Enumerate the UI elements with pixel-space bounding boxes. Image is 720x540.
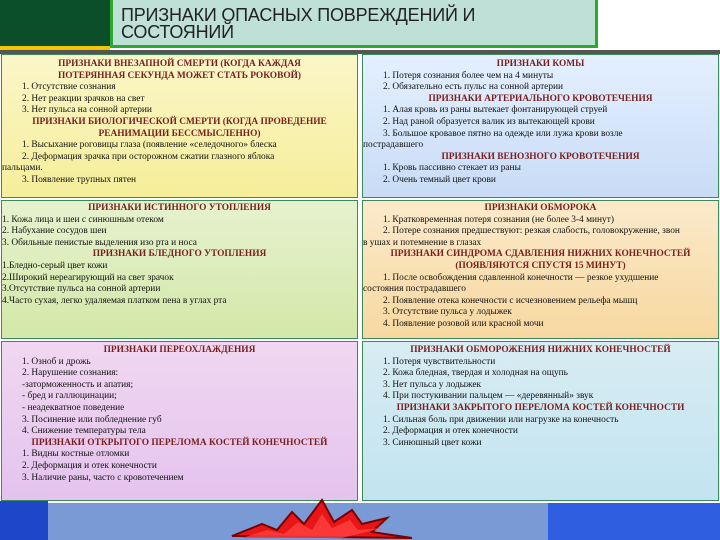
list-item: 3. Посинение или побледнение губ [22, 414, 162, 425]
list-item: - неадекватное поведение [22, 402, 125, 413]
page-title-line-2: СОСТОЯНИЙ [121, 22, 234, 42]
list-item: 2. Кожа бледная, твердая и холодная на ощупь [383, 368, 568, 379]
list-item: 2.Широкий нереагирующий на свет зрачок [2, 272, 174, 283]
panel-drowning [1, 200, 358, 339]
heading: ПРИЗНАКИ ЗАКРЫТОГО ПЕРЕЛОМА КОСТЕЙ КОНЕЧНОСТИ [396, 402, 685, 413]
list-item: 1. После освобождения сдавленной конечности — резкое ухудшение [383, 272, 659, 283]
list-item: 1.Бледно-серый цвет кожи [2, 260, 108, 271]
heading: ПРИЗНАКИ ВЕНОЗНОГО КРОВОТЕЧЕНИЯ [441, 151, 640, 162]
list-item: 2. Потере сознания предшествуют: резкая слабость, головокружение, звон [383, 226, 680, 237]
list-item: 1. Потеря сознания более чем на 4 минуты [383, 70, 554, 81]
list-item: 1. Кратковременная потеря сознания (не более 3-4 минут) [383, 214, 614, 225]
list-item: 1. Озноб и дрожь [22, 356, 91, 367]
page-title-line-1: ПРИЗНАКИ ОПАСНЫХ ПОВРЕЖДЕНИЙ И [121, 5, 476, 25]
list-item: пальцами. [2, 163, 43, 174]
heading: ПРИЗНАКИ БИОЛОГИЧЕСКОЙ СМЕРТИ (КОГДА ПРОВЕДЕНИЕ [32, 116, 327, 127]
list-item: 1. Потеря чувствительности [383, 356, 496, 367]
list-item: 1. Высыхание роговицы глаза (появление «селедочного» блеска [22, 140, 277, 151]
list-item: 2. Нет реакции зрачков на свет [22, 93, 145, 104]
panel-frostbite-closed-fracture [362, 341, 719, 501]
heading: (ПОЯВЛЯЮТСЯ СПУСТЯ 15 МИНУТ) [455, 260, 626, 271]
list-item: 3.Отсутствие пульса на сонной артерии [2, 284, 161, 295]
title-box [110, 0, 598, 48]
list-item: 1. Сильная боль при движении или нагрузке на конечность [383, 414, 619, 425]
list-item: 2. Обязательно есть пульс на сонной артерии [383, 82, 564, 93]
list-item: 2. Деформация зрачка при осторожном сжатии глазного яблока [22, 151, 275, 162]
heading: ПРИЗНАКИ ВНЕЗАПНОЙ СМЕРТИ (КОГДА КАЖДАЯ [58, 59, 301, 69]
list-item: 2. Над раной образуется валик из вытекающей крови [383, 116, 595, 127]
list-item: 3. Обильные пенистые выделения изо рта и носа [2, 237, 197, 248]
header-right [598, 0, 720, 48]
list-item: 1. Видны костные отломки [22, 449, 130, 460]
list-item: 3. Наличие раны, часто с кровотечением [22, 472, 184, 483]
heading: ПРИЗНАКИ ОБМОРОЖЕНИЯ НИЖНИХ КОНЕЧНОСТЕЙ [410, 345, 671, 355]
list-item: состояния пострадавшего [363, 284, 466, 295]
heading: ПРИЗНАКИ СИНДРОМА СДАВЛЕНИЯ НИЖНИХ КОНЕЧНОСТЕЙ [390, 249, 691, 260]
panel-fainting-compression [362, 200, 719, 339]
list-item: 2. Деформация и отек конечности [22, 460, 157, 471]
heading: ПРИЗНАКИ ИСТИННОГО УТОПЛЕНИЯ [88, 203, 271, 213]
heading: ПОТЕРЯННАЯ СЕКУНДА МОЖЕТ СТАТЬ РОКОВОЙ) [57, 70, 302, 81]
list-item: 4. Снижение температуры тела [22, 426, 146, 437]
list-item: 1. Алая кровь из раны вытекает фонтанирующей струей [383, 105, 608, 116]
heading: ПРИЗНАКИ АРТЕРИАЛЬНОГО КРОВОТЕЧЕНИЯ [428, 93, 653, 104]
list-item: 3. Появление трупных пятен [22, 174, 137, 185]
list-item: -заторможенность и апатия; [22, 379, 134, 390]
list-item: 4. При постукивании пальцем — «деревянный» звук [383, 391, 594, 402]
list-item: 2. Очень темный цвет крови [383, 174, 496, 185]
heading: ПРИЗНАКИ ПЕРЕОХЛАЖДЕНИЯ [103, 345, 256, 355]
list-item: - бред и галлюцинации; [22, 391, 117, 402]
list-item: 4. Появление розовой или красной мочи [383, 318, 544, 329]
list-item: 3. Нет пульса на сонной артерии [22, 105, 152, 116]
list-item: 4.Часто сухая, легко удаляемая платком пена в углах рта [2, 295, 227, 306]
list-item: 2. Деформация и отек конечности [383, 426, 518, 437]
list-item: 3. Синюшный цвет кожи [383, 437, 482, 448]
panel-hypothermia-open-fracture [1, 341, 358, 501]
list-item: 1. Кровь пассивно стекает из раны [383, 163, 521, 174]
list-item: 2. Появление отека конечности с исчезновением рельефа мышц [383, 295, 638, 306]
footer-left-block [0, 501, 48, 540]
panel-coma-bleeding [362, 54, 719, 198]
footer-right-block [548, 503, 720, 540]
list-item: 1. Кожа лица и шеи с синюшным отеком [2, 214, 164, 225]
heading: ПРИЗНАКИ ОТКРЫТОГО ПЕРЕЛОМА КОСТЕЙ КОНЕЧНОСТЕЙ [31, 437, 328, 448]
list-item: 3. Нет пульса у лодыжек [383, 379, 482, 390]
list-item: 1. Отсутствие сознания [22, 82, 116, 93]
list-item: 3. Отсутствие пульса у лодыжек [383, 307, 512, 318]
heading: ПРИЗНАКИ БЛЕДНОГО УТОПЛЕНИЯ [92, 249, 267, 260]
heading: РЕАНИМАЦИИ БЕССМЫСЛЕННО) [98, 128, 261, 139]
heading: ПРИЗНАКИ КОМЫ [496, 59, 585, 69]
header-decoration [0, 0, 110, 52]
list-item: пострадавшего [363, 140, 424, 151]
list-item: 2. Нарушение сознания: [22, 368, 119, 379]
heading: ПРИЗНАКИ ОБМОРОКА [484, 203, 597, 213]
panel-sudden-death [1, 54, 358, 198]
star-burst-icon [222, 494, 422, 540]
list-item: 3. Большое кровавое пятно на одежде или лужа крови возле [383, 128, 623, 139]
list-item: в ушах и потемнение в глазах [363, 237, 482, 248]
list-item: 2. Набухание сосудов шеи [2, 226, 107, 237]
